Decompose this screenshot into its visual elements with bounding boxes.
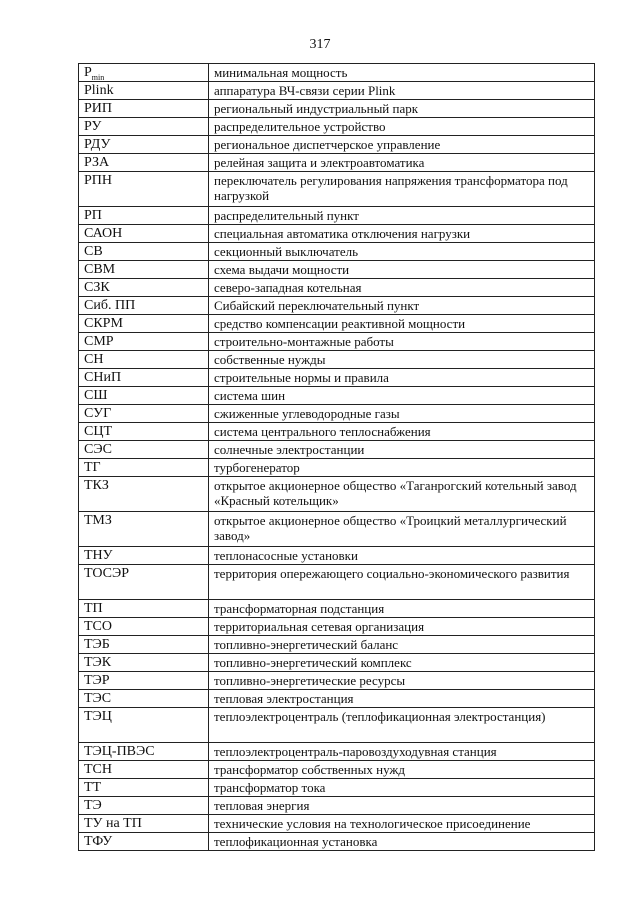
abbreviation-term-text: ТЭЦ-ПВЭС: [84, 744, 155, 759]
table-row: [79, 100, 595, 118]
table-row: [79, 654, 595, 672]
abbreviation-term: [79, 333, 209, 351]
abbreviation-term-text: РЗА: [84, 155, 110, 170]
abbreviation-term-text: СУГ: [84, 406, 112, 421]
abbreviation-term: [79, 815, 209, 833]
abbreviation-term-text: САОН: [84, 226, 123, 241]
abbreviation-term: [79, 64, 209, 82]
abbreviation-definition: схема выдачи мощности: [209, 261, 595, 279]
table-row: [79, 833, 595, 851]
abbreviation-term-text: ТЭР: [84, 673, 110, 688]
abbreviation-term-text: СН: [84, 352, 104, 367]
abbreviation-term-text: Сиб. ПП: [84, 298, 136, 313]
abbreviation-term: [79, 761, 209, 779]
abbreviation-term: [79, 225, 209, 243]
abbreviation-term: [79, 654, 209, 672]
abbreviation-term: [79, 833, 209, 851]
abbreviation-term-text: ТП: [84, 601, 103, 616]
abbreviation-term: [79, 100, 209, 118]
abbreviation-term-text: РП: [84, 208, 102, 223]
abbreviation-term-text: СКРМ: [84, 316, 123, 331]
table-row: [79, 261, 595, 279]
abbreviation-term-text: ТМЗ: [84, 513, 112, 528]
abbreviation-definition: региональное диспетчерское управление: [209, 136, 595, 154]
abbreviation-term: [79, 672, 209, 690]
abbreviation-definition: теплоэлектроцентраль (теплофикационная электростанция): [209, 708, 595, 743]
abbreviation-term-text: РИП: [84, 101, 113, 116]
abbreviation-definition: распределительный пункт: [209, 207, 595, 225]
abbreviation-term: [79, 547, 209, 565]
abbreviation-term: [79, 154, 209, 172]
abbreviation-term-text: ТЭЦ: [84, 709, 112, 724]
abbreviation-definition: аппаратура ВЧ-связи серии Plink: [209, 82, 595, 100]
abbreviation-definition: топливно-энергетические ресурсы: [209, 672, 595, 690]
abbreviation-term: [79, 243, 209, 261]
abbreviation-definition: открытое акционерное общество «Троицкий металлургический завод»: [209, 512, 595, 547]
abbreviation-term: [79, 172, 209, 207]
table-row: [79, 547, 595, 565]
table-row: [79, 423, 595, 441]
abbreviation-definition: система центрального теплоснабжения: [209, 423, 595, 441]
abbreviation-term: [79, 315, 209, 333]
abbreviation-definition: строительно-монтажные работы: [209, 333, 595, 351]
abbreviation-definition: теплофикационная установка: [209, 833, 595, 851]
table-row: [79, 618, 595, 636]
abbreviation-term-text: Plink: [84, 83, 114, 98]
table-row: [79, 351, 595, 369]
abbreviation-definition: система шин: [209, 387, 595, 405]
abbreviation-term: [79, 423, 209, 441]
table-row: [79, 243, 595, 261]
table-row: [79, 459, 595, 477]
abbreviation-definition: сжиженные углеводородные газы: [209, 405, 595, 423]
abbreviation-definition: переключатель регулирования напряжения трансформатора под нагрузкой: [209, 172, 595, 207]
abbreviation-definition: минимальная мощность: [209, 64, 595, 82]
abbreviation-term-text: ТЭБ: [84, 637, 110, 652]
abbreviation-definition: секционный выключатель: [209, 243, 595, 261]
abbreviation-term: [79, 636, 209, 654]
abbreviation-term: [79, 477, 209, 512]
abbreviations-table: [78, 63, 595, 851]
abbreviation-definition: топливно-энергетический баланс: [209, 636, 595, 654]
table-row: [79, 154, 595, 172]
abbreviation-definition: специальная автоматика отключения нагрузки: [209, 225, 595, 243]
abbreviation-term: [79, 351, 209, 369]
abbreviation-term-text: СВМ: [84, 262, 116, 277]
abbreviation-definition: распределительное устройство: [209, 118, 595, 136]
abbreviation-term-text: ТЭ: [84, 798, 102, 813]
table-row: [79, 207, 595, 225]
abbreviation-term-text: РУ: [84, 119, 102, 134]
abbreviation-term: [79, 797, 209, 815]
abbreviation-definition: трансформатор тока: [209, 779, 595, 797]
abbreviation-term: [79, 279, 209, 297]
table-row: [79, 136, 595, 154]
abbreviation-term-text: СЦТ: [84, 424, 112, 439]
abbreviation-definition: турбогенератор: [209, 459, 595, 477]
table-row: [79, 797, 595, 815]
abbreviation-definition: территориальная сетевая организация: [209, 618, 595, 636]
abbreviation-term: [79, 708, 209, 743]
abbreviation-definition: средство компенсации реактивной мощности: [209, 315, 595, 333]
abbreviation-term: [79, 261, 209, 279]
abbreviation-term-text: ТУ на ТП: [84, 816, 142, 831]
abbreviation-term: [79, 459, 209, 477]
table-row: [79, 225, 595, 243]
abbreviation-definition: открытое акционерное общество «Таганрогский котельный завод «Красный котельщик»: [209, 477, 595, 512]
abbreviation-term-text: ТЭС: [84, 691, 112, 706]
abbreviation-definition: строительные нормы и правила: [209, 369, 595, 387]
table-row: [79, 477, 595, 512]
abbreviation-term: [79, 743, 209, 761]
table-row: [79, 690, 595, 708]
abbreviation-term-text: СЗК: [84, 280, 110, 295]
abbreviation-term: [79, 82, 209, 100]
table-row: [79, 315, 595, 333]
abbreviation-term: [79, 779, 209, 797]
table-row: [79, 600, 595, 618]
abbreviation-term-text: СШ: [84, 388, 108, 403]
abbreviation-definition: топливно-энергетический комплекс: [209, 654, 595, 672]
abbreviation-term-text: ТКЗ: [84, 478, 109, 493]
table-row: [79, 708, 595, 743]
abbreviation-term: [79, 618, 209, 636]
abbreviation-term-subscript: min: [91, 72, 105, 82]
abbreviation-term: [79, 512, 209, 547]
abbreviation-term-text: P: [84, 65, 92, 80]
abbreviation-term-text: ТФУ: [84, 834, 113, 849]
table-row: [79, 743, 595, 761]
abbreviation-term-text: ТТ: [84, 780, 102, 795]
abbreviation-term-text: РПН: [84, 173, 113, 188]
abbreviation-term-text: РДУ: [84, 137, 111, 152]
table-row: [79, 333, 595, 351]
abbreviation-term: [79, 136, 209, 154]
abbreviation-definition: тепловая энергия: [209, 797, 595, 815]
page-number: 317: [309, 37, 331, 52]
abbreviation-definition: трансформаторная подстанция: [209, 600, 595, 618]
table-row: [79, 118, 595, 136]
table-row: [79, 815, 595, 833]
abbreviation-definition: региональный индустриальный парк: [209, 100, 595, 118]
abbreviation-term-text: ТОСЭР: [84, 566, 130, 581]
abbreviation-term-text: СЭС: [84, 442, 112, 457]
abbreviation-term: [79, 600, 209, 618]
abbreviation-term: [79, 118, 209, 136]
abbreviation-term-text: СВ: [84, 244, 103, 259]
table-row: [79, 565, 595, 600]
table-row: [79, 297, 595, 315]
abbreviation-term: [79, 690, 209, 708]
table-row: [79, 779, 595, 797]
abbreviation-definition: территория опережающего социально-экономического развития: [209, 565, 595, 600]
abbreviation-term-text: ТСН: [84, 762, 112, 777]
abbreviation-term: [79, 565, 209, 600]
table-row: [79, 369, 595, 387]
abbreviation-definition: теплоэлектроцентраль-паровоздуходувная станция: [209, 743, 595, 761]
abbreviation-definition: тепловая электростанция: [209, 690, 595, 708]
table-row: [79, 636, 595, 654]
abbreviation-term-text: СНиП: [84, 370, 122, 385]
abbreviation-definition: релейная защита и электроавтоматика: [209, 154, 595, 172]
table-row: [79, 64, 595, 82]
abbreviation-definition: теплонасосные установки: [209, 547, 595, 565]
abbreviation-definition: технические условия на технологическое присоединение: [209, 815, 595, 833]
table-row: [79, 172, 595, 207]
abbreviation-term-text: ТСО: [84, 619, 112, 634]
table-row: [79, 672, 595, 690]
abbreviation-term: [79, 405, 209, 423]
abbreviation-definition: собственные нужды: [209, 351, 595, 369]
abbreviation-term-text: СМР: [84, 334, 114, 349]
abbreviation-definition: Сибайский переключательный пункт: [209, 297, 595, 315]
table-row: [79, 512, 595, 547]
abbreviation-term-text: ТЭК: [84, 655, 112, 670]
table-row: [79, 405, 595, 423]
abbreviation-definition: солнечные электростанции: [209, 441, 595, 459]
abbreviation-term-text: ТНУ: [84, 548, 113, 563]
table-row: [79, 761, 595, 779]
abbreviation-term: [79, 441, 209, 459]
abbreviation-term: [79, 297, 209, 315]
abbreviation-term-text: ТГ: [84, 460, 101, 475]
abbreviations-table-body: [79, 64, 595, 851]
table-row: [79, 441, 595, 459]
abbreviation-term: [79, 369, 209, 387]
abbreviation-definition: северо-западная котельная: [209, 279, 595, 297]
abbreviation-term: [79, 387, 209, 405]
table-row: [79, 279, 595, 297]
table-row: [79, 387, 595, 405]
abbreviation-term: [79, 207, 209, 225]
abbreviation-definition: трансформатор собственных нужд: [209, 761, 595, 779]
table-row: [79, 82, 595, 100]
